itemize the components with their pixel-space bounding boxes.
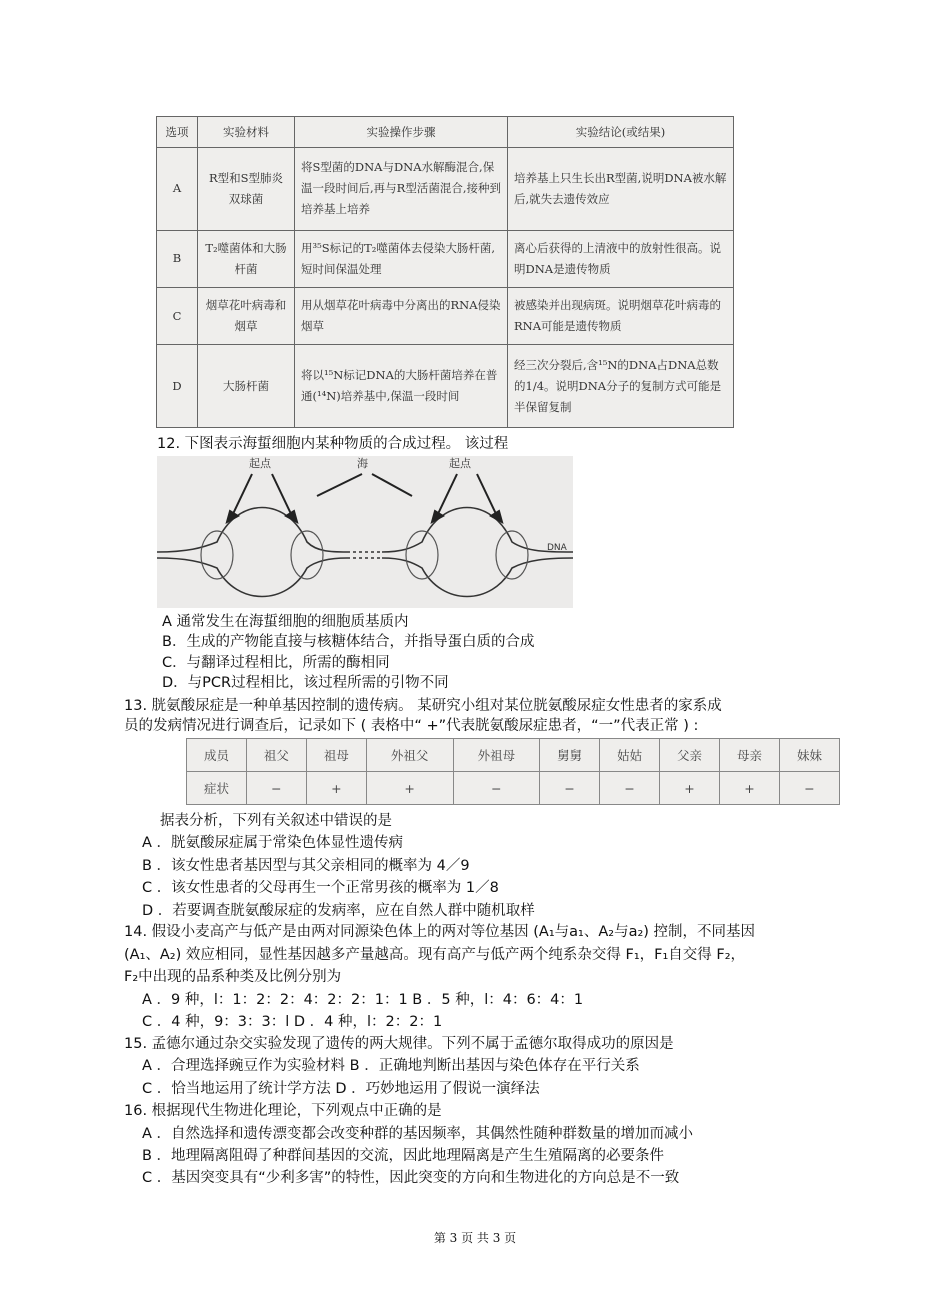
q14-options-ab: A ．9 种，l：1：2：2：4：2：2：1：1 B ．5 种，l：4：6：4：1	[142, 992, 584, 1008]
family-cell: +	[720, 772, 780, 805]
family-cell: −	[779, 772, 839, 805]
row-material: R型和S型肺炎双球菌	[198, 148, 295, 231]
family-cell: 成员	[187, 739, 247, 772]
dna-label: DNA	[547, 543, 567, 553]
page-footer: 第 3 页 共 3 页	[433, 1231, 517, 1245]
header-option: 选项	[157, 117, 198, 148]
q13-option-c: C ．该女性患者的父母再生一个正常男孩的概率为 1／8	[142, 880, 499, 896]
header-conclusion: 实验结论(或结果)	[508, 117, 734, 148]
q15-options-ab: A ．合理选择豌豆作为实验材料 B ．正确地判断出基因与染色体存在平行关系	[142, 1058, 640, 1074]
row-material: 大肠杆菌	[198, 345, 295, 428]
q12-stem: 12. 下图表示海蜇细胞内某种物质的合成过程。 该过程	[157, 436, 509, 452]
family-cell: 外祖父	[366, 739, 453, 772]
family-cell: 母亲	[720, 739, 780, 772]
family-symptom-row	[187, 772, 840, 805]
q16-stem: 16. 根据现代生物进化理论，下列观点中正确的是	[124, 1103, 442, 1119]
family-cell: +	[660, 772, 720, 805]
q16-option-a: A ．自然选择和遗传漂变都会改变种群的基因频率，其偶然性随种群数量的增加而减小	[142, 1126, 694, 1142]
row-option: B	[157, 230, 198, 287]
row-material: 烟草花叶病毒和烟草	[198, 287, 295, 344]
family-cell: 祖父	[246, 739, 306, 772]
q12-option-c: C．与翻译过程相比，所需的酶相同	[162, 655, 390, 671]
table-row	[157, 148, 734, 231]
q16-option-c: C ．基因突变具有“少利多害”的特性，因此突变的方向和生物进化的方向总是不一致	[142, 1170, 680, 1186]
q13-lead: 据表分析，下列有关叙述中错误的是	[160, 813, 392, 829]
row-conclusion: 培养基上只生长出R型菌,说明DNA被水解后,就失去遗传效应	[508, 148, 734, 231]
family-header-row	[187, 739, 840, 772]
family-cell: 症状	[187, 772, 247, 805]
dna-replication-figure	[157, 456, 573, 608]
enzyme-blobs	[201, 531, 528, 579]
family-table	[186, 738, 840, 805]
header-material: 实验材料	[198, 117, 295, 148]
origin-label-right: 起点	[449, 457, 471, 470]
family-cell: −	[246, 772, 306, 805]
row-conclusion: 经三次分裂后,含¹⁵N的DNA占DNA总数的1/4。说明DNA分子的复制方式可能是半保留复制	[508, 345, 734, 428]
row-steps: 用³⁵S标记的T₂噬菌体去侵染大肠杆菌,短时间保温处理	[295, 230, 508, 287]
table-row	[157, 287, 734, 344]
row-option: C	[157, 287, 198, 344]
family-cell: 祖母	[306, 739, 366, 772]
family-cell: −	[540, 772, 600, 805]
table-row	[157, 345, 734, 428]
family-cell: +	[366, 772, 453, 805]
q12-option-a: A 通常发生在海蜇细胞的细胞质基质内	[162, 614, 409, 630]
family-cell: 外祖母	[453, 739, 540, 772]
header-steps: 实验操作步骤	[295, 117, 508, 148]
q15-options-cd: C ．恰当地运用了统计学方法 D ．巧妙地运用了假说一演绎法	[142, 1081, 540, 1097]
q13-option-b: B ．该女性患者基因型与其父亲相同的概率为 4／9	[142, 858, 470, 874]
row-steps: 将以¹⁵N标记DNA的大肠杆菌培养在普通(¹⁴N)培养基中,保温一段时间	[295, 345, 508, 428]
family-cell: 姑姑	[600, 739, 660, 772]
q14-options-cd: C ．4 种，9：3：3：l D ．4 种，l：2：2：1	[142, 1014, 443, 1030]
family-cell: 舅舅	[540, 739, 600, 772]
q14-stem-line2: (A₁、A₂) 效应相同，显性基因越多产量越高。现有高产与低产两个纯系杂交得 F₁，F₁自交得 F₂，	[124, 947, 746, 963]
family-cell: +	[306, 772, 366, 805]
q13-stem-line1: 13. 胱氨酸尿症是一种单基因控制的遗传病。 某研究小组对某位胱氨酸尿症女性患者的家系成	[124, 698, 722, 714]
family-cell: −	[600, 772, 660, 805]
row-steps: 用从烟草花叶病毒中分离出的RNA侵染烟草	[295, 287, 508, 344]
q16-option-b: B ．地理隔离阻碍了种群间基因的交流，因此地理隔离是产生生殖隔离的必要条件	[142, 1148, 665, 1164]
q12-option-d: D．与PCR过程相比，该过程所需的引物不同	[162, 675, 449, 691]
dna-strands	[157, 508, 573, 597]
family-cell: 妹妹	[779, 739, 839, 772]
q13-option-a: A ．胱氨酸尿症属于常染色体显性遗传病	[142, 835, 404, 851]
replication-arrows	[227, 474, 502, 522]
row-option: D	[157, 345, 198, 428]
table-row	[157, 230, 734, 287]
q14-stem-line1: 14. 假设小麦高产与低产是由两对同源染色体上的两对等位基因 (A₁与a₁、A₂与a₂) 控制，不同基因	[124, 924, 756, 940]
table-header-row	[157, 117, 734, 148]
row-conclusion: 被感染并出现病斑。说明烟草花叶病毒的RNA可能是遗传物质	[508, 287, 734, 344]
q12-option-b: B．生成的产物能直接与核糖体结合，并指导蛋白质的合成	[162, 634, 535, 650]
q15-stem: 15. 孟德尔通过杂交实验发现了遗传的两大规律。下列不属于孟德尔取得成功的原因是	[124, 1036, 674, 1052]
row-conclusion: 离心后获得的上清液中的放射性很高。说明DNA是遗传物质	[508, 230, 734, 287]
row-material: T₂噬菌体和大肠杆菌	[198, 230, 295, 287]
q13-option-d: D ．若要调查胱氨酸尿症的发病率，应在自然人群中随机取样	[142, 903, 535, 919]
row-steps: 将S型菌的DNA与DNA水解酶混合,保温一段时间后,再与R型活菌混合,接种到培养基上培养	[295, 148, 508, 231]
row-option: A	[157, 148, 198, 231]
family-cell: −	[453, 772, 540, 805]
origin-label-left: 起点	[249, 457, 271, 470]
gap-label: 海	[357, 457, 368, 470]
family-cell: 父亲	[660, 739, 720, 772]
replication-diagram	[157, 456, 573, 608]
q13-stem-line2: 员的发病情况进行调查后，记录如下 ( 表格中“ +”代表胱氨酸尿症患者，“一”代表正常 ) :	[124, 718, 699, 734]
q14-stem-line3: F₂中出现的品系种类及比例分别为	[124, 969, 342, 985]
experiment-table	[156, 116, 734, 428]
